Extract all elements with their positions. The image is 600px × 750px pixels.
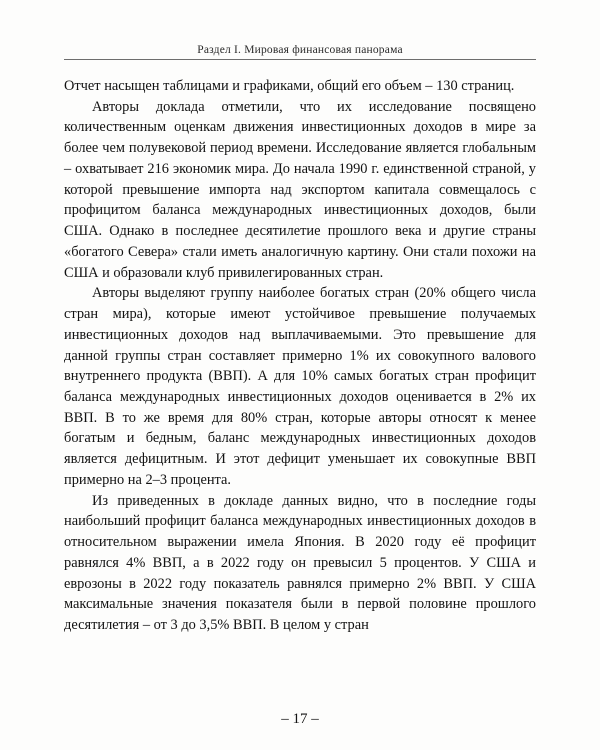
paragraph: Отчет насыщен таблицами и графиками, общий его объем – 130 страниц. bbox=[64, 78, 515, 94]
paragraph: Из приведенных в докладе данных видно, что в последние годы наибольший профицит баланса международных инвестиционных доходов в относительном выражении имела Япония. В 2020 году её профицит равнялся 4% ВВП, а в 2022 году он превысил 5 процентов. У США и еврозоны в 2022 году показатель равнялся примерно 2% ВВП. У США максимальные значения показателя были в первой половине прошлого десятилетия – от 3 до 3,5% ВВП. В целом у стран bbox=[64, 492, 536, 634]
header-divider bbox=[64, 59, 536, 60]
body-text bbox=[64, 76, 536, 636]
paragraph: Авторы доклада отметили, что их исследование посвящено количественным оценкам движения инвестиционных доходов в мире за более чем полувековой период времени. Исследование является глобальным – охватывает 216 экономик мира. До начала 1990 г. единственной страной, у которой превышение импорта над экспортом капитала совмещалось с профицитом баланса международных инвестиционных доходов, были США. Однако в последнее десятилетие прошлого века и другие страны «богатого Севера» стали иметь аналогичную картину. Они стали похожи на США и образовали клуб привилегированных стран. bbox=[64, 98, 536, 281]
running-head: Раздел I. Мировая финансовая панорама bbox=[197, 44, 403, 56]
page-number: – 17 – bbox=[281, 711, 319, 727]
paragraph: Авторы выделяют группу наиболее богатых стран (20% общего числа стран мира), которые имеют устойчивое превышение получаемых инвестиционных доходов над выплачиваемыми. Это превышение для данной группы стран составляет примерно 1% их совокупного валового внутреннего продукта (ВВП). А для 10% самых богатых стран профицит баланса международных инвестиционных доходов оценивается в 2% их ВВП. В то же время для 80% стран, которые авторы относят к менее богатым и бедным, баланс международных инвестиционных доходов является дефицитным. И этот дефицит уменьшает их совокупные ВВП примерно на 2–3 процента. bbox=[64, 285, 536, 488]
